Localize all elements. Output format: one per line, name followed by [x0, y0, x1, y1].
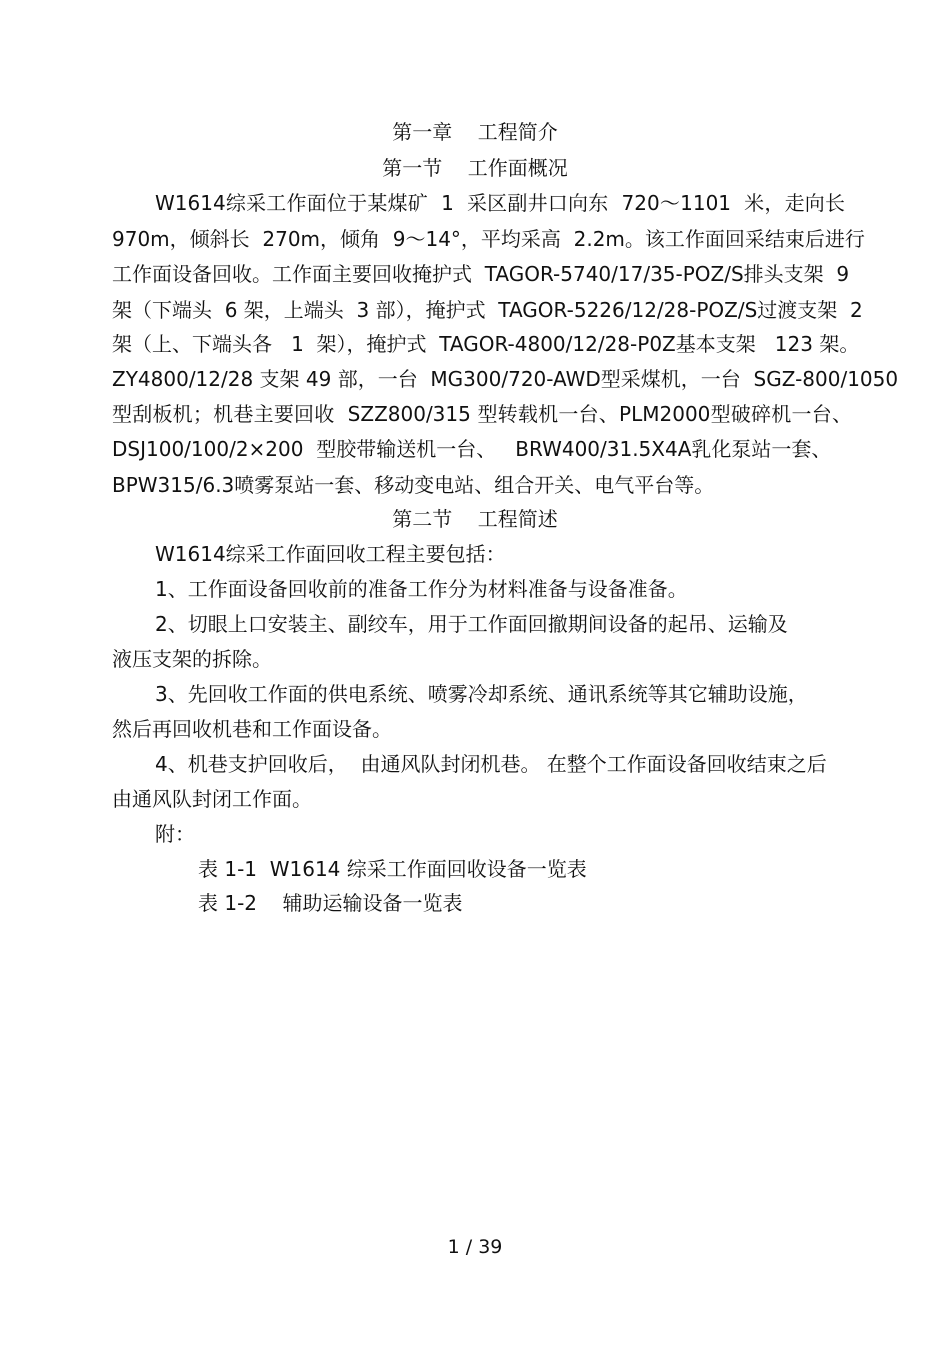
paragraph-line: 架（上、下端头各 1 架），掩护式 TAGOR-4800/12/28-P0Z基本支架 123 架。 [112, 332, 860, 356]
paragraph-line: 型刮板机；机巷主要回收 SZZ800/315 型转载机一台、PLM2000型破碎机一台、 [112, 402, 852, 426]
section-title-2: 第二节 工程简述 [392, 507, 558, 531]
list-item: 2、切眼上口安装主、副绞车，用于工作面回撤期间设备的起吊、运输及 [155, 612, 788, 636]
list-item-continuation: 液压支架的拆除。 [112, 647, 272, 671]
chapter-title: 第一章 工程简介 [392, 120, 558, 144]
paragraph-line: ZY4800/12/28 支架 49 部，一台 MG300/720-AWD型采煤机，一台 SGZ-800/1050 [112, 367, 899, 391]
list-item-continuation: 然后再回收机巷和工作面设备。 [112, 717, 392, 741]
appendix-label: 附： [155, 822, 195, 846]
paragraph-line: BPW315/6.3喷雾泵站一套、移动变电站、组合开关、电气平台等。 [112, 473, 715, 497]
list-item-continuation: 由通风队封闭工作面。 [112, 787, 312, 811]
list-item: 4、机巷支护回收后， 由通风队封闭机巷。 在整个工作面设备回收结束之后 [155, 752, 827, 776]
list-item: 1、工作面设备回收前的准备工作分为材料准备与设备准备。 [155, 577, 688, 601]
paragraph-line: 工作面设备回收。工作面主要回收掩护式 TAGOR-5740/17/35-POZ/S排头支架 9 [112, 262, 850, 286]
section-title-1: 第一节 工作面概况 [382, 156, 568, 180]
paragraph-line: 架（下端头 6 架，上端头 3 部），掩护式 TAGOR-5226/12/28-POZ/S过渡支架 2 [112, 298, 863, 322]
paragraph-line: W1614综采工作面位于某煤矿 1 采区副井口向东 720～1101 米，走向长 [155, 191, 845, 215]
section-intro: W1614综采工作面回收工程主要包括： [155, 542, 506, 566]
paragraph-line: DSJ100/100/2×200 型胶带输送机一台、 BRW400/31.5X4A乳化泵站一套、 [112, 437, 832, 461]
list-item: 3、先回收工作面的供电系统、喷雾冷却系统、通讯系统等其它辅助设施， [155, 682, 808, 706]
paragraph-line: 970m，倾斜长 270m，倾角 9～14°，平均采高 2.2m。该工作面回采结束后进行 [112, 227, 865, 251]
table-reference: 表 1-2 辅助运输设备一览表 [198, 891, 463, 915]
table-reference: 表 1-1 W1614 综采工作面回收设备一览表 [198, 857, 587, 881]
page-number: 1 / 39 [447, 1236, 503, 1258]
